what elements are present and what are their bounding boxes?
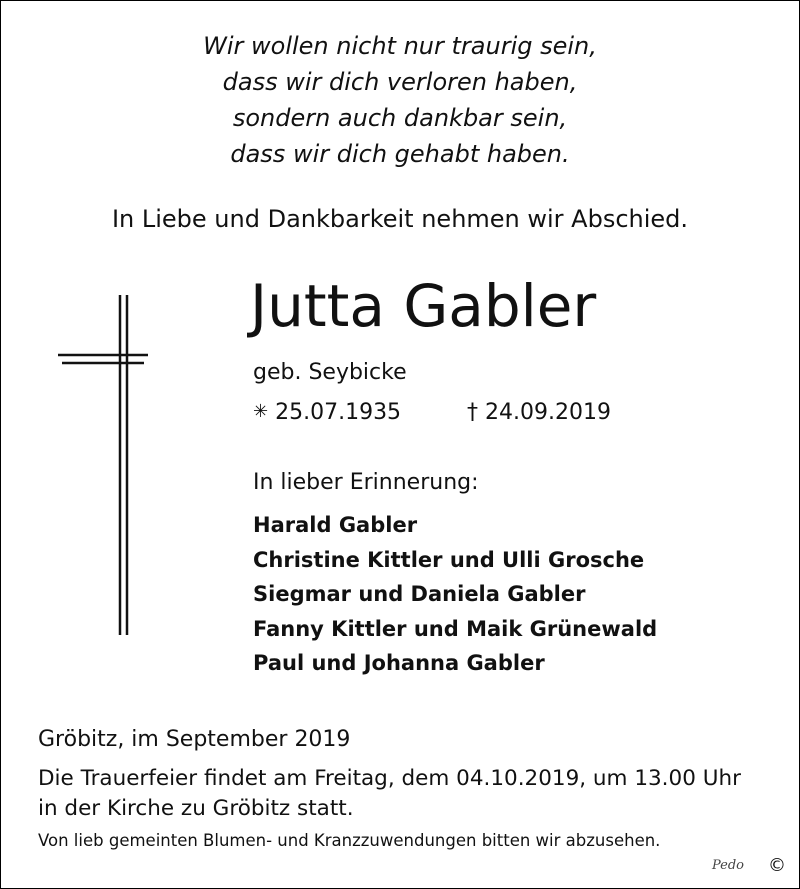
poem-line: dass wir dich verloren haben, [222, 68, 578, 96]
poem [0, 28, 800, 172]
asterisk-icon: ✳ [253, 401, 269, 422]
cross-icon [58, 295, 148, 635]
poem-line: dass wir dich gehabt haben. [230, 140, 570, 168]
mourner-name: Fanny Kittler und Maik Grünewald [253, 616, 658, 641]
dagger-icon: † [467, 400, 478, 425]
deceased-name: Jutta Gabler [250, 272, 597, 340]
mourner-list [253, 508, 657, 681]
mourner-name: Christine Kittler und Ulli Grosche [253, 547, 645, 572]
birth-date-value: 25.07.1935 [275, 400, 402, 425]
farewell-text: In Liebe und Dankbarkeit nehmen wir Abschied. [111, 205, 689, 233]
poem-line: Wir wollen nicht nur traurig sein, [203, 32, 597, 60]
flower-request: Von lieb gemeinten Blumen- und Kranzzuwendungen bitten wir abzusehen. [38, 831, 661, 850]
copyright-icon: © [768, 855, 786, 876]
funeral-line: Die Trauerfeier findet am Freitag, dem 04.10.2019, um 13.00 Uhr [38, 766, 741, 791]
mourner-name: Harald Gabler [253, 513, 418, 537]
place-date: Gröbitz, im September 2019 [38, 727, 351, 752]
mourner-name: Paul und Johanna Gabler [253, 651, 545, 675]
funeral-line: in der Kirche zu Gröbitz statt. [38, 796, 354, 821]
death-date [467, 400, 611, 425]
mourner-name: Siegmar und Daniela Gabler [253, 582, 586, 606]
designer-credit: Pedo [712, 858, 745, 873]
maiden-name: geb. Seybicke [253, 360, 407, 385]
death-date-value: 24.09.2019 [485, 400, 611, 425]
memory-intro: In lieber Erinnerung: [253, 470, 479, 495]
poem-line: sondern auch dankbar sein, [232, 104, 568, 132]
funeral-info [38, 764, 741, 824]
birth-date [253, 400, 401, 425]
